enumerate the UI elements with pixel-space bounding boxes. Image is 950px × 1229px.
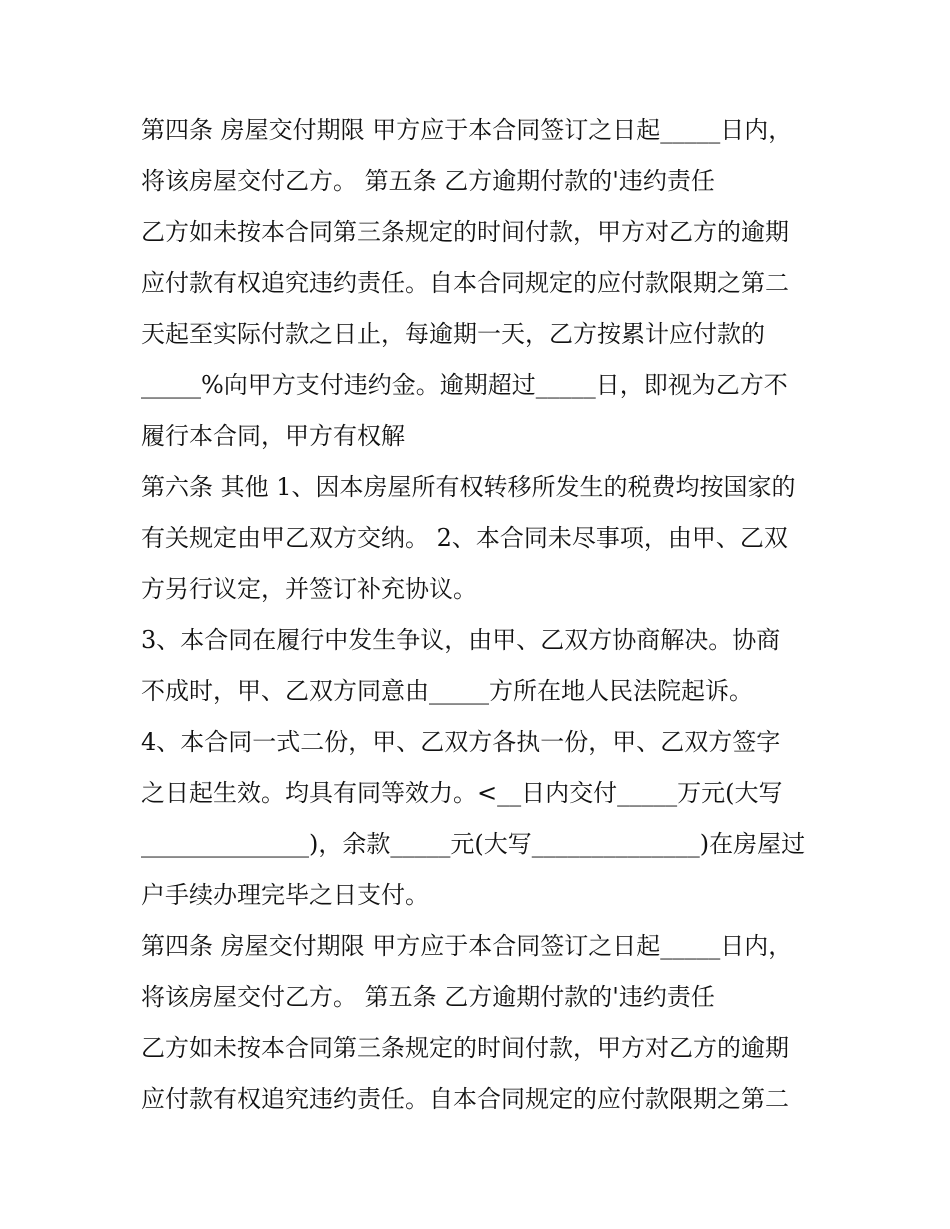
text-line: 乙方如未按本合同第三条规定的时间付款，甲方对乙方的逾期: [141, 218, 789, 246]
text-line: 第六条 其他 1、因本房屋所有权转移所发生的税费均按国家的: [141, 473, 796, 501]
text-line: ______________)，余款_____元(大写______________)在房屋过: [141, 830, 806, 858]
text-line: 第四条 房屋交付期限 甲方应于本合同签订之日起_____日内，: [141, 932, 793, 960]
text-line: 户手续办理完毕之日支付。: [141, 881, 429, 909]
text-line: 之日起生效。均具有同等效力。<__日内交付_____万元(大写: [141, 779, 783, 807]
text-line: 3、本合同在履行中发生争议，由甲、乙双方协商解决。协商: [141, 626, 781, 654]
text-line: 将该房屋交付乙方。 第五条 乙方逾期付款的'违约责任: [141, 983, 715, 1011]
text-line: 乙方如未按本合同第三条规定的时间付款，甲方对乙方的逾期: [141, 1034, 789, 1062]
text-line: 第四条 房屋交付期限 甲方应于本合同签订之日起_____日内，: [141, 116, 793, 144]
text-line: 方另行议定，并签订补充协议。: [141, 575, 477, 603]
text-line: 将该房屋交付乙方。 第五条 乙方逾期付款的'违约责任: [141, 167, 715, 195]
text-line: 不成时，甲、乙双方同意由_____方所在地人民法院起诉。: [141, 677, 753, 705]
text-line: 应付款有权追究违约责任。自本合同规定的应付款限期之第二: [141, 269, 789, 297]
text-line: 履行本合同，甲方有权解: [141, 422, 405, 450]
text-line: 应付款有权追究违约责任。自本合同规定的应付款限期之第二: [141, 1085, 789, 1113]
text-line: 天起至实际付款之日止，每逾期一天，乙方按累计应付款的: [141, 320, 765, 348]
text-line: 有关规定由甲乙双方交纳。 2、本合同未尽事项，由甲、乙双: [141, 524, 788, 552]
text-line: 4、本合同一式二份，甲、乙双方各执一份，甲、乙双方签字: [141, 728, 781, 756]
document-body: [141, 105, 821, 1125]
text-line: _____%向甲方支付违约金。逾期超过_____日，即视为乙方不: [141, 371, 788, 399]
